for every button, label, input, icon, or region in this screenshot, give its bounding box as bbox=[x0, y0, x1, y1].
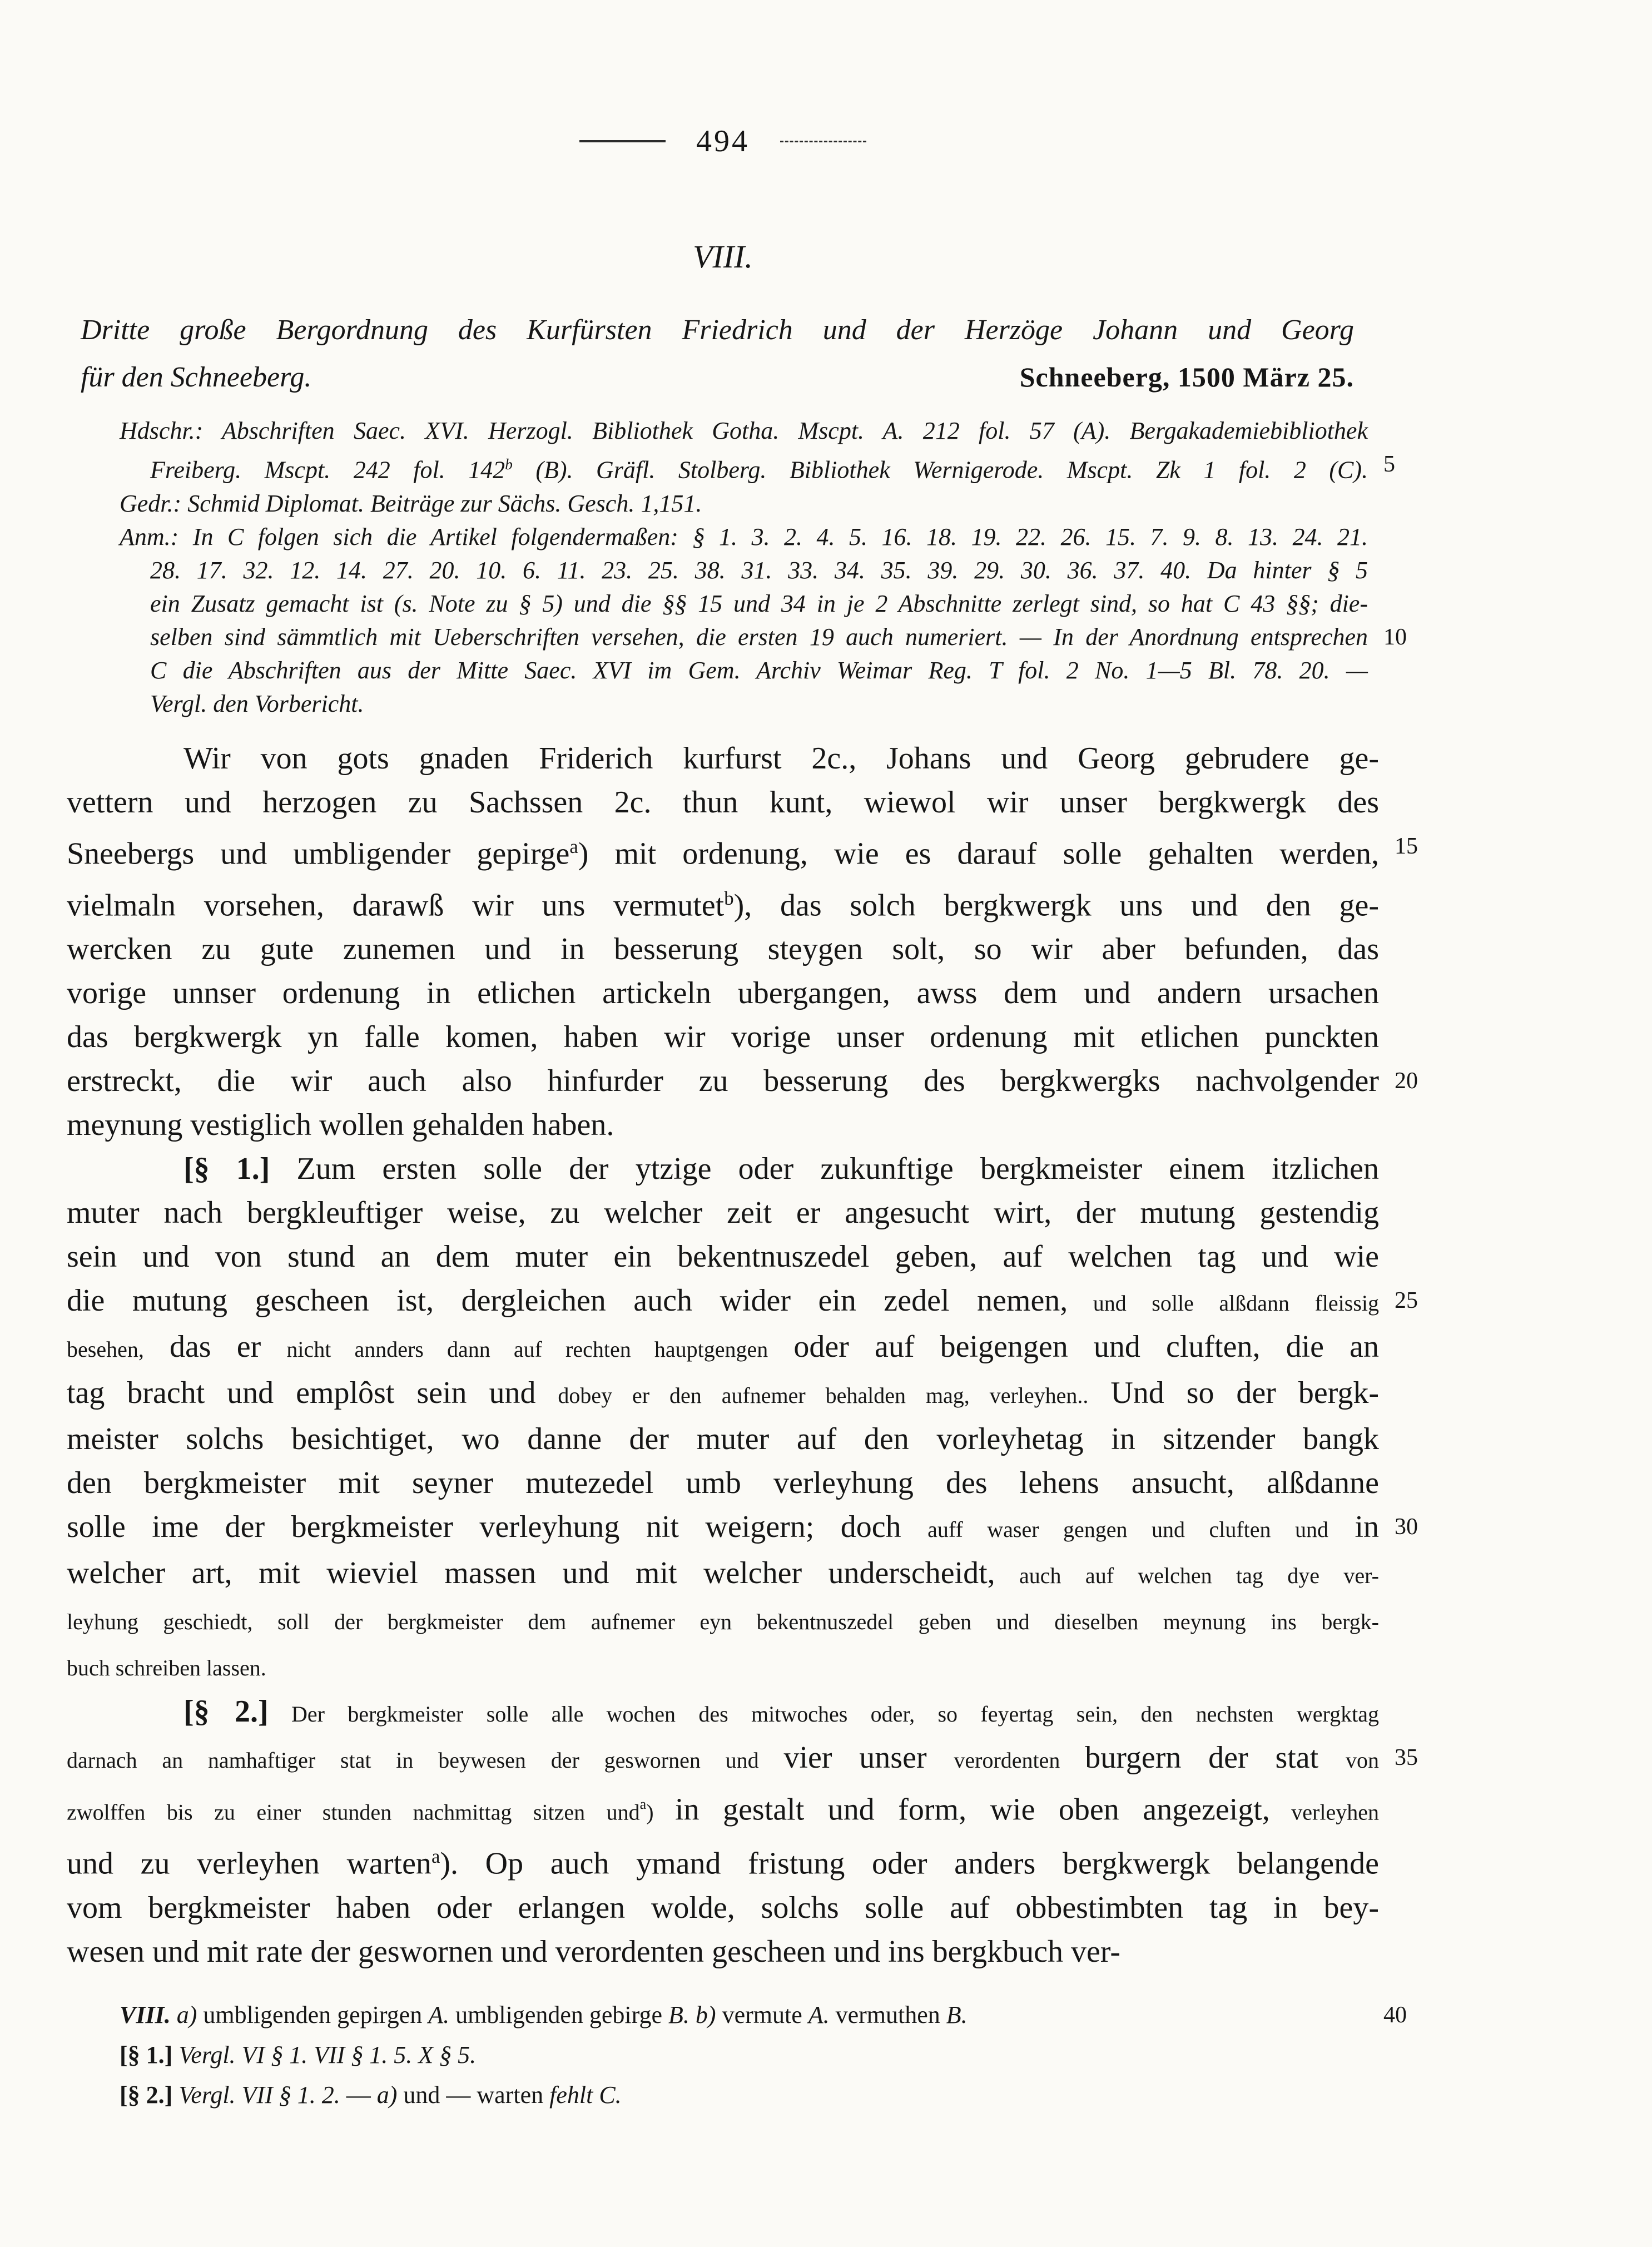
text-run: ein Zusatz gemacht ist (s. Note zu § 5) und die §§ 15 und 34 in je 2 Abschnitte zerlegt sind, so hat C 43 §§; die- bbox=[150, 589, 1368, 617]
text-line bbox=[67, 1279, 1418, 1325]
text-run: darnach an namhaftiger stat in beywesen der geswornen und bbox=[67, 1748, 784, 1773]
text-line bbox=[67, 1834, 1379, 1886]
text-run: Hdschr.: Abschriften Saec. XVI. Herzogl. Bibliothek Gotha. Mscpt. A. 212 fol. 57 (A). Bergakademiebibliothek bbox=[120, 417, 1368, 444]
text-line bbox=[67, 1015, 1379, 1059]
text-run: vermuthen bbox=[829, 2001, 946, 2028]
text-line bbox=[120, 1995, 1407, 2035]
header-rule-left bbox=[579, 140, 666, 142]
text-run: Gedr.: Schmid Diplomat. Beiträge zur Sächs. Gesch. 1,151. bbox=[120, 489, 702, 517]
text-line bbox=[120, 687, 1368, 721]
text-run: meynung vestiglich wollen gehalden haben. bbox=[67, 1108, 614, 1143]
margin-line-number: 20 bbox=[1395, 1068, 1418, 1094]
text-run: welcher art, mit wieviel massen und mit welcher underscheidt, bbox=[67, 1556, 995, 1591]
footnotes bbox=[120, 1995, 1407, 2115]
text-run: oder auf beigengen und cluften, die an bbox=[768, 1330, 1379, 1365]
text-run: Vergl. VII § 1. 2. bbox=[172, 2081, 340, 2109]
title-line-2-text: für den Schneeberg. bbox=[81, 361, 312, 393]
text-line bbox=[67, 1690, 1379, 1736]
text-line bbox=[67, 1644, 1379, 1690]
text-run: Der bergkmeister solle alle wochen des mitwoches oder, so feyertag sein, den nechsten wergktag bbox=[268, 1702, 1379, 1727]
text-line bbox=[67, 1191, 1379, 1235]
text-run: A. bbox=[428, 2001, 450, 2028]
text-run: b) bbox=[689, 2001, 716, 2028]
text-run: in gestalt und form, wie oben angezeigt, bbox=[675, 1792, 1270, 1827]
text-run: solle ime der bergkmeister verleyhung nit weigern; doch bbox=[67, 1510, 928, 1545]
text-line bbox=[67, 1598, 1379, 1644]
text-line bbox=[67, 1147, 1379, 1191]
section-numeral: VIII. bbox=[693, 239, 753, 275]
text-line bbox=[67, 927, 1379, 971]
text-run: erstreckt, die wir auch also hinfurder zu besserung des bergkwergks nachvolgender bbox=[67, 1064, 1379, 1099]
margin-line-number: 10 bbox=[1383, 624, 1407, 650]
text-run: a bbox=[431, 1845, 440, 1867]
text-run: [§ 2.] bbox=[183, 1694, 269, 1729]
text-run: von bbox=[1346, 1748, 1380, 1773]
text-run: a bbox=[569, 836, 578, 857]
text-line bbox=[67, 876, 1379, 928]
text-line bbox=[120, 2035, 1368, 2075]
text-line bbox=[67, 1505, 1418, 1551]
text-run: tag bracht und emplôst sein und bbox=[67, 1376, 558, 1411]
text-run: umbligenden gebirge bbox=[449, 2001, 669, 2028]
text-run: a bbox=[639, 1796, 647, 1813]
text-line bbox=[67, 1325, 1379, 1371]
text-run: meister solchs besichtiget, wo danne der muter auf den vorleyhetag in sitzender bangk bbox=[67, 1422, 1379, 1457]
text-run: — bbox=[340, 2081, 377, 2109]
text-run: das er bbox=[143, 1330, 287, 1365]
text-run: dobey er den aufnemer behalden mag, verleyhen.. bbox=[558, 1383, 1089, 1408]
text-run: [§ 1.] bbox=[120, 2041, 173, 2069]
text-line bbox=[67, 1235, 1379, 1279]
text-run: ) mit ordenung, wie es darauf solle gehalten werden, bbox=[578, 836, 1379, 871]
text-line bbox=[120, 487, 1368, 520]
text-run: wercken zu gute zunemen und in besserung steygen solt, so wir aber befunden, das bbox=[67, 932, 1379, 967]
text-run: b bbox=[724, 887, 734, 909]
text-line bbox=[120, 414, 1368, 448]
text-run: Und so der bergk- bbox=[1088, 1376, 1379, 1411]
text-run: Vergl. den Vorbericht. bbox=[150, 690, 364, 717]
text-run: Vergl. VI § 1. VII § 1. 5. X § 5. bbox=[172, 2041, 477, 2069]
text-run: buch schreiben lassen. bbox=[67, 1655, 266, 1681]
text-run: a) bbox=[170, 2001, 197, 2028]
text-run: Zum ersten solle der ytzige oder zukunftige bergkmeister einem itzlichen bbox=[270, 1152, 1379, 1187]
text-run: 28. 17. 32. 12. 14. 27. 20. 10. 6. 11. 23. 25. 38. 31. 33. 34. 35. 39. 29. 30. 36. 37. 40. Da hinter § 5 bbox=[150, 556, 1368, 584]
text-line bbox=[120, 654, 1368, 687]
margin-line-number: 15 bbox=[1395, 834, 1418, 859]
text-line bbox=[67, 1551, 1379, 1598]
text-run: (B). Gräfl. Stolberg. Bibliothek Wernigerode. Mscpt. Zk 1 fol. 2 (C). bbox=[512, 456, 1368, 484]
text-run: [§ 2.] bbox=[120, 2081, 173, 2109]
text-line bbox=[67, 737, 1379, 781]
text-run: ), das solch bergkwergk uns und den ge- bbox=[733, 888, 1379, 923]
text-line bbox=[67, 1059, 1418, 1103]
text-run: vorige unnser ordenung in etlichen artickeln ubergangen, awss dem und andern ursachen bbox=[67, 976, 1379, 1011]
document-title bbox=[81, 307, 1354, 401]
text-line bbox=[67, 1886, 1379, 1930]
text-run: A. bbox=[808, 2001, 830, 2028]
text-line bbox=[67, 1103, 1379, 1147]
text-run: umbligenden gepirgen bbox=[197, 2001, 429, 2028]
document-date: Schneeberg, 1500 März 25. bbox=[1019, 361, 1354, 393]
text-run: vielmaln vorsehen, darawß wir uns vermutet bbox=[67, 888, 725, 923]
text-run: Sneebergs und umbligender gepirge bbox=[67, 836, 570, 871]
text-run: Wir von gots gnaden Friderich kurfurst 2c., Johans und Georg gebrudere ge- bbox=[183, 741, 1379, 776]
text-run: verordenten bbox=[954, 1748, 1085, 1773]
text-line bbox=[120, 2075, 1368, 2115]
text-run: b bbox=[505, 456, 513, 473]
source-apparatus bbox=[120, 414, 1407, 721]
main-text bbox=[67, 737, 1418, 1974]
text-line bbox=[120, 621, 1407, 654]
text-run: a) bbox=[376, 2081, 398, 2109]
text-run: den bergkmeister mit seyner mutezedel umb verleyhung des lehens ansucht, alßdanne bbox=[67, 1466, 1379, 1501]
text-run: vom bergkmeister haben oder erlangen wolde, solchs solle auf obbestimbten tag in bey- bbox=[67, 1890, 1379, 1925]
header-rule-right bbox=[780, 141, 866, 142]
text-run: B. bbox=[946, 2001, 968, 2028]
text-run: und solle alßdann fleissig bbox=[1068, 1291, 1380, 1316]
text-run: die mutung gescheen ist, dergleichen auch wider ein zedel nemen, bbox=[67, 1283, 1068, 1318]
text-run: nicht annders dann auf rechten hauptgengen bbox=[286, 1337, 768, 1362]
text-run: das bergkwergk yn falle komen, haben wir vorige unser ordenung mit etlichen punckten bbox=[67, 1020, 1379, 1055]
text-run: ) bbox=[646, 1799, 676, 1825]
text-line bbox=[120, 554, 1368, 587]
text-line bbox=[120, 448, 1395, 487]
margin-line-number: 5 bbox=[1383, 452, 1395, 477]
text-run: auch auf welchen tag dye ver- bbox=[995, 1563, 1379, 1589]
text-run: auff waser gengen und cluften und bbox=[927, 1517, 1328, 1542]
page-header bbox=[67, 123, 1379, 159]
text-run: und zu verleyhen warten bbox=[67, 1846, 431, 1881]
text-run: [§ 1.] bbox=[183, 1152, 270, 1187]
page-number: 494 bbox=[696, 124, 750, 158]
text-line bbox=[67, 1930, 1379, 1974]
title-line-1: Dritte große Bergordnung des Kurfürsten Friedrich und der Herzöge Johann und Georg bbox=[81, 314, 1354, 346]
text-run: zwolffen bis zu einer stunden nachmittag sitzen und bbox=[67, 1799, 640, 1825]
text-line bbox=[120, 520, 1368, 554]
text-run: VIII. bbox=[120, 2001, 171, 2028]
text-line bbox=[120, 587, 1368, 621]
text-run: leyhung geschiedt, soll der bergkmeister dem aufnemer eyn bekentnuszedel geben und dieselben meynung ins bergk- bbox=[67, 1609, 1379, 1635]
text-line bbox=[67, 825, 1418, 876]
text-run: besehen, bbox=[67, 1337, 144, 1362]
text-run: in bbox=[1328, 1510, 1380, 1545]
text-line bbox=[67, 781, 1379, 825]
text-run: muter nach bergkleuftiger weise, zu welcher zeit er angesucht wirt, der mutung gestendig bbox=[67, 1196, 1379, 1231]
text-run: Anm.: In C folgen sich die Artikel folgendermaßen: § 1. 3. 2. 4. 5. 16. 18. 19. 22. 26. 15. 7. 9. 8. 13. 24. 21. bbox=[120, 523, 1368, 550]
text-run: vier unser bbox=[783, 1740, 954, 1775]
text-run: ). Op auch ymand fristung oder anders bergkwergk belangende bbox=[440, 1846, 1380, 1881]
text-line bbox=[67, 1736, 1418, 1782]
text-run: C die Abschriften aus der Mitte Saec. XVI im Gem. Archiv Weimar Reg. T fol. 2 No. 1—5 Bl. 78. 20. — bbox=[150, 656, 1368, 684]
text-run: vermute bbox=[716, 2001, 808, 2028]
margin-line-number: 30 bbox=[1395, 1514, 1418, 1540]
title-line-2 bbox=[81, 354, 1354, 401]
text-run: selben sind sämmtlich mit Ueberschriften versehen, die ersten 19 auch numeriert. — In der Anordnung entsprechen bbox=[150, 623, 1368, 651]
text-line bbox=[67, 1417, 1379, 1461]
text-line bbox=[67, 1371, 1379, 1417]
text-run: sein und von stund an dem muter ein bekentnuszedel geben, auf welchen tag und wie bbox=[67, 1239, 1379, 1274]
margin-line-number: 40 bbox=[1383, 2002, 1407, 2028]
text-run: C. bbox=[593, 2081, 622, 2109]
text-line bbox=[67, 1461, 1379, 1505]
text-run: verleyhen bbox=[1269, 1799, 1379, 1825]
text-run: Freiberg. Mscpt. 242 fol. 142 bbox=[150, 456, 505, 484]
text-run: burgern der stat bbox=[1085, 1740, 1346, 1775]
text-line bbox=[67, 971, 1379, 1015]
text-line bbox=[67, 1782, 1379, 1834]
text-run: und — warten bbox=[397, 2081, 550, 2109]
text-run: fehlt bbox=[549, 2081, 593, 2109]
text-run: B. bbox=[668, 2001, 689, 2028]
text-run: wesen und mit rate der geswornen und verordenten gescheen und ins bergkbuch ver- bbox=[67, 1934, 1121, 1969]
margin-line-number: 35 bbox=[1395, 1745, 1418, 1771]
margin-line-number: 25 bbox=[1395, 1288, 1418, 1314]
text-run: vettern und herzogen zu Sachssen 2c. thun kunt, wiewol wir unser bergkwergk des bbox=[67, 785, 1379, 820]
